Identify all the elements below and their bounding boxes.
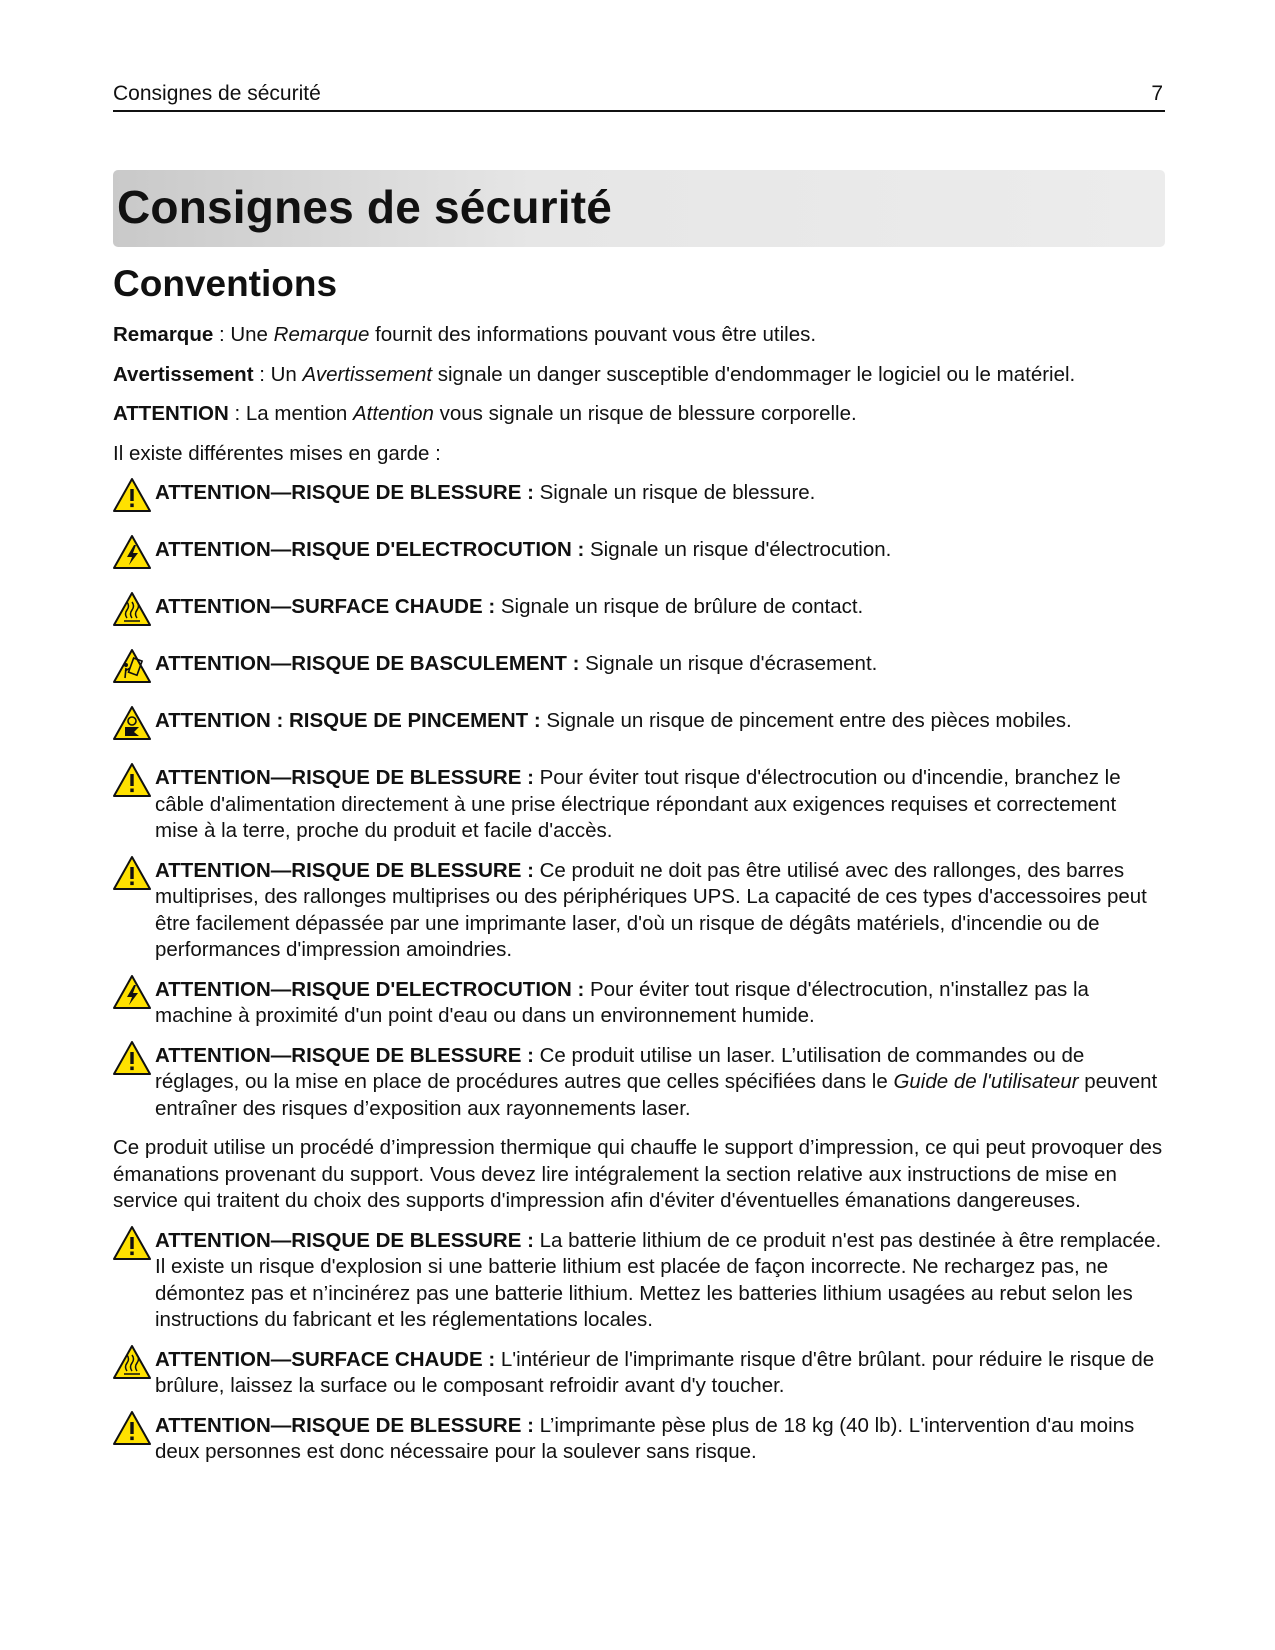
warning-notice <box>113 858 1165 964</box>
page-number: 7 <box>1151 82 1163 105</box>
warning-text: La batterie lithium de ce produit n'est pas destinée à être remplacée. Il existe un risque d'explosion si une batterie lithium est placée de façon incorrecte. Ne rechargez pas, ne démontez pas et n’incinérez pas une batterie lithium. Mettez les batteries lithium usagées au rebut selon les instructions du fabricant et les réglementations locales. <box>155 1228 1162 1331</box>
warning-text: Signale un risque de blessure. <box>539 481 816 504</box>
warning-text: Signale un risque de pincement entre des pièces mobiles. <box>546 709 1072 732</box>
warning-label: ATTENTION—RISQUE DE BLESSURE : <box>155 1043 540 1067</box>
convention-sep: : La mention <box>228 402 353 425</box>
warning-label: ATTENTION—RISQUE DE BLESSURE : <box>155 766 540 789</box>
warning-notice <box>113 1228 1165 1334</box>
thermal-paragraph: Ce produit utilise un procédé d’impression thermique qui chauffe le support d’impression, ce qui peut provoquer des émanations provenant du support. Vous devez lire intégralement la section relative aux instructions de mise en service qui traitent du choix des supports d'impression afin d'éviter d'éventuelles émanations dangereuses. <box>113 1136 1163 1212</box>
convention-term-italic: Attention <box>353 402 434 425</box>
pinch-hazard-icon <box>113 705 151 741</box>
running-header <box>113 80 1165 112</box>
chapter-title-band <box>113 170 1165 247</box>
injury-hazard-icon <box>113 1410 151 1446</box>
warning-label: ATTENTION—RISQUE DE BLESSURE : <box>155 858 540 882</box>
warning-type <box>113 480 1165 524</box>
warning-type <box>113 651 1165 695</box>
warning-text: Signale un risque de brûlure de contact. <box>500 595 864 618</box>
warning-label: ATTENTION—RISQUE D'ELECTROCUTION : <box>155 538 590 561</box>
warning-notice <box>113 977 1165 1030</box>
content-body <box>113 322 1165 1479</box>
warning-label: ATTENTION—RISQUE DE BASCULEMENT : <box>155 652 586 675</box>
warning-label: ATTENTION—SURFACE CHAUDE : <box>155 1347 501 1371</box>
warning-text: Ce produit ne doit pas être utilisé avec des rallonges, des barres multiprises, des rallonges multiprises ou des périphériques UPS. La capacité de ces types d'accessoires peut être facilement dépassée par une imprimante laser, d'où un risque de dégâts matériels, d'incendie ou de performances d'impression amoindries. <box>155 858 1147 961</box>
warning-label: ATTENTION—RISQUE DE BLESSURE : <box>155 1413 540 1437</box>
convention-line <box>113 401 1165 428</box>
convention-term: Remarque <box>113 323 214 346</box>
warning-label: ATTENTION : RISQUE DE PINCEMENT : <box>155 709 547 732</box>
convention-description: vous signale un risque de blessure corporelle. <box>433 402 857 425</box>
warning-label: ATTENTION—RISQUE DE BLESSURE : <box>155 481 540 504</box>
warning-label: ATTENTION—RISQUE DE BLESSURE : <box>155 1228 540 1252</box>
warning-notice <box>113 1043 1165 1123</box>
convention-line <box>113 362 1165 389</box>
convention-term-italic: Avertissement <box>302 362 433 386</box>
warning-text: Signale un risque d'écrasement. <box>585 652 878 675</box>
convention-description: fournit des informations pouvant vous être utiles. <box>369 323 817 346</box>
warning-notice <box>113 765 1165 845</box>
injury-hazard-icon <box>113 1225 151 1261</box>
warning-text: Ce produit utilise un laser. L’utilisation de commandes ou de réglages, ou la mise en place de procédures autres que celles spécifiées dans le <box>155 1043 1085 1093</box>
running-header-title: Consignes de sécurité <box>113 82 321 105</box>
warning-label: ATTENTION—SURFACE CHAUDE : <box>155 595 501 618</box>
injury-hazard-icon <box>113 477 151 513</box>
section-title: Conventions <box>113 263 338 304</box>
injury-hazard-icon <box>113 855 151 891</box>
shock-hazard-icon <box>113 974 151 1010</box>
warning-type <box>113 594 1165 638</box>
warning-text: L’imprimante pèse plus de 18 kg (40 lb). L'intervention d'au moins deux personnes est donc nécessaire pour la soulever sans risque. <box>155 1413 1135 1463</box>
warning-type <box>113 708 1165 752</box>
convention-term: ATTENTION <box>113 402 229 425</box>
injury-hazard-icon <box>113 762 151 798</box>
tipping-hazard-icon <box>113 648 151 684</box>
warning-text: Pour éviter tout risque d'électrocution, n'installez pas la machine à proximité d'un point d'eau ou dans un environnement humide. <box>155 977 1089 1027</box>
intro-line: Il existe différentes mises en garde : <box>113 441 441 465</box>
hot-surface-icon <box>113 1344 151 1380</box>
hot-surface-icon <box>113 591 151 627</box>
warning-notice <box>113 1347 1165 1400</box>
warning-text: peuvent entraîner des risques d’exposition aux rayonnements laser. <box>155 1070 1158 1120</box>
convention-term-italic: Remarque <box>273 323 370 346</box>
convention-term: Avertissement <box>113 362 254 386</box>
shock-hazard-icon <box>113 534 151 570</box>
warning-text: Signale un risque d'électrocution. <box>589 538 892 561</box>
warning-text: Pour éviter tout risque d'électrocution ou d'incendie, branchez le câble d'alimentation directement à une prise électrique répondant aux exigences requises et correctement mise à la terre, proche du produit et facile d'accès. <box>155 766 1121 842</box>
convention-description: signale un danger susceptible d'endommager le logiciel ou le matériel. <box>432 362 1076 386</box>
warning-type <box>113 537 1165 581</box>
convention-sep: : Un <box>253 362 303 386</box>
guide-title: Guide de l'utilisateur <box>893 1070 1079 1093</box>
warning-notice <box>113 1413 1165 1466</box>
convention-line <box>113 322 1165 349</box>
warning-text: L'intérieur de l'imprimante risque d'être brûlant. pour réduire le risque de brûlure, laissez la surface ou le composant refroidir avant d'y toucher. <box>155 1347 1155 1397</box>
convention-sep: : Une <box>213 323 274 346</box>
chapter-title: Consignes de sécurité <box>117 181 613 233</box>
injury-hazard-icon <box>113 1040 151 1076</box>
warning-label: ATTENTION—RISQUE D'ELECTROCUTION : <box>155 977 590 1001</box>
